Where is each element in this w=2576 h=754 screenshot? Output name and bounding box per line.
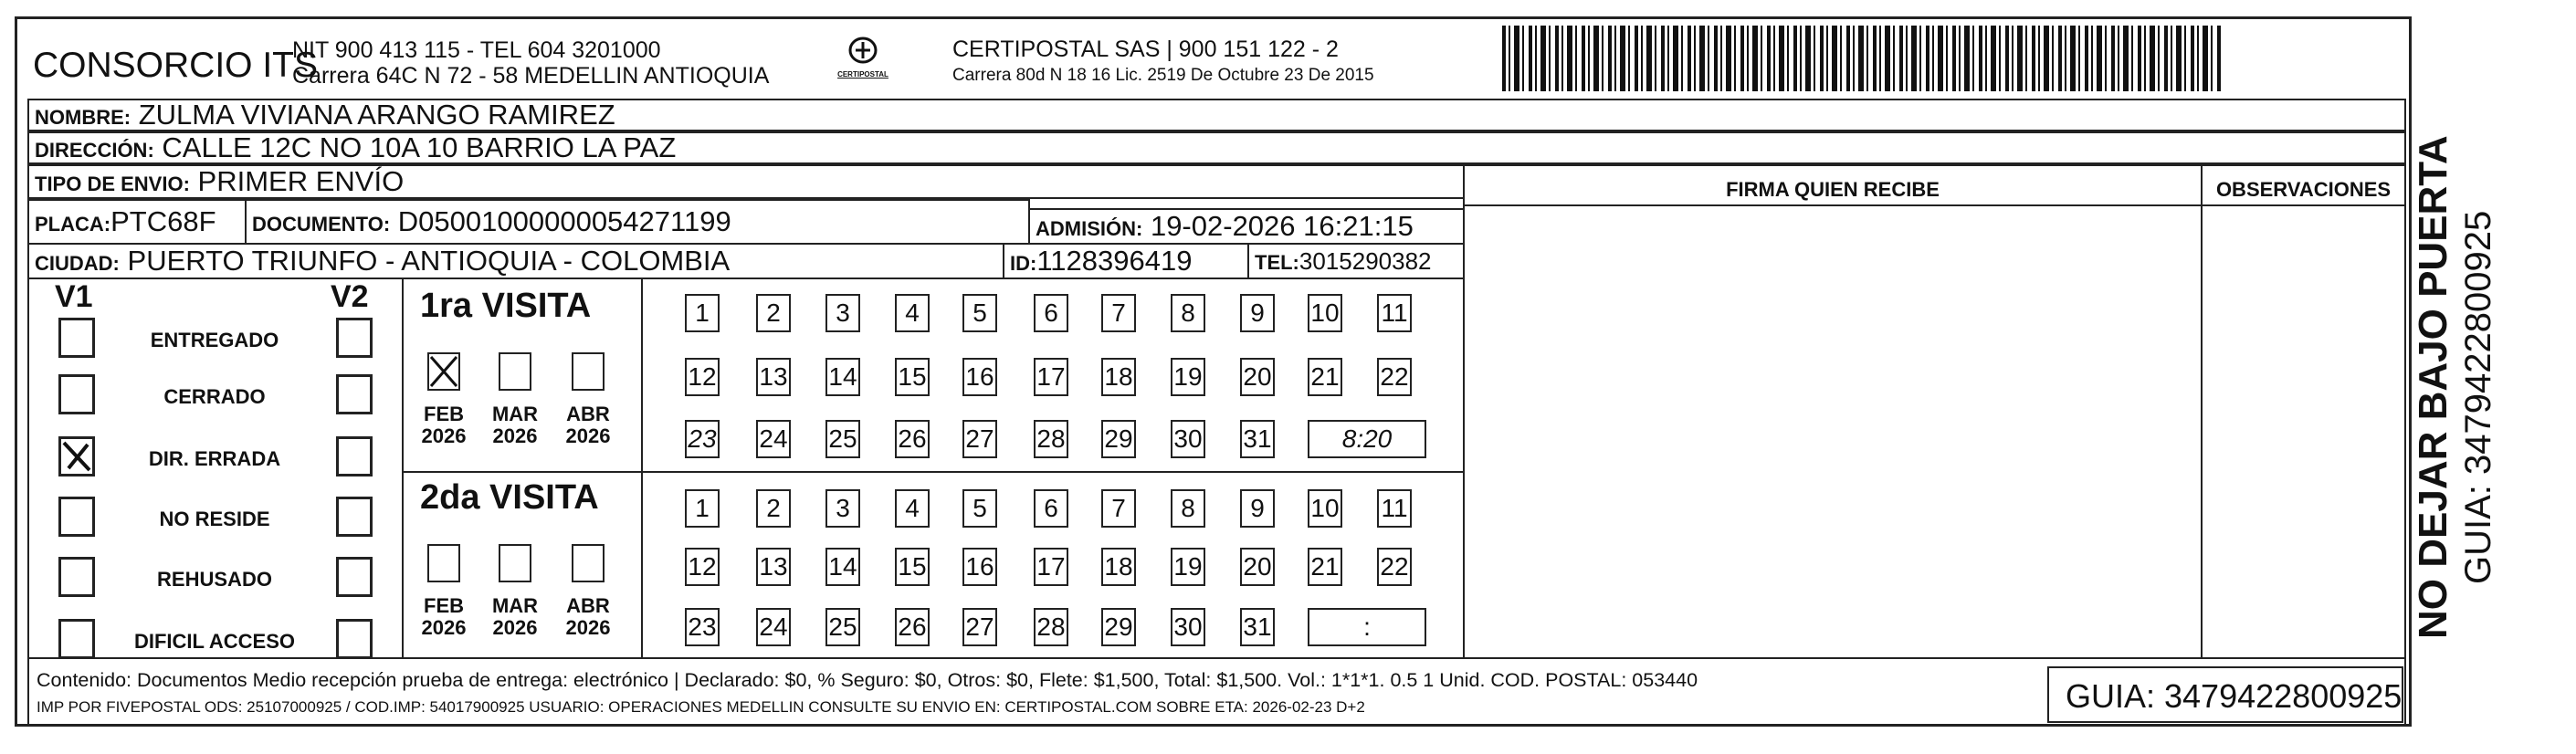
day-box[interactable]: 31 xyxy=(1240,420,1275,458)
day-box[interactable]: 24 xyxy=(756,608,791,646)
month-label: MAR 2026 xyxy=(491,403,539,447)
day-box[interactable]: 5 xyxy=(962,294,997,332)
day-box[interactable]: 27 xyxy=(962,420,997,458)
status-option-label: CERRADO xyxy=(163,385,266,408)
month-label: FEB 2026 xyxy=(421,403,467,447)
day-box[interactable]: 13 xyxy=(756,548,791,586)
side-guia: GUIA: 3479422800925 xyxy=(2458,210,2498,584)
day-box[interactable]: 13 xyxy=(756,358,791,396)
day-box[interactable]: 12 xyxy=(685,358,720,396)
v1-checkbox[interactable] xyxy=(58,497,95,537)
plate-cell: PLACA:PTC68F xyxy=(27,199,247,245)
v2-checkbox[interactable] xyxy=(336,619,373,659)
day-box[interactable]: 20 xyxy=(1240,548,1275,586)
day-box[interactable]: 6 xyxy=(1034,489,1068,528)
footer-contents: Contenido: Documentos Medio recepción prueba de entrega: electrónico | Declarado: $0, % Seguro: $0, Otros: $0, Flete: $1,500, Total: $1,500. Vol.: 1*1*1. 0.5 1 Unid. COD. POSTAL: 053440 xyxy=(37,669,1698,691)
tel-value: 3015290382 xyxy=(1299,247,1432,275)
day-box[interactable]: 21 xyxy=(1308,358,1342,396)
admission-value: 19-02-2026 16:21:15 xyxy=(1150,210,1414,242)
day-box[interactable]: 16 xyxy=(962,548,997,586)
visit-1-title: 1ra VISITA xyxy=(420,287,592,325)
day-box[interactable]: 25 xyxy=(825,608,860,646)
city-value: PUERTO TRIUNFO - ANTIOQUIA - COLOMBIA xyxy=(127,245,731,277)
day-box[interactable]: 26 xyxy=(895,420,930,458)
id-value: 1128396419 xyxy=(1036,245,1193,277)
day-box[interactable]: 29 xyxy=(1101,420,1136,458)
observations-column xyxy=(2201,164,2406,659)
day-box[interactable]: 1 xyxy=(685,489,720,528)
v2-label: V2 xyxy=(331,279,369,314)
day-box[interactable]: 20 xyxy=(1240,358,1275,396)
day-box[interactable]: 3 xyxy=(825,294,860,332)
day-box[interactable]: 22 xyxy=(1377,358,1412,396)
document-value: D05001000000054271199 xyxy=(397,205,731,237)
day-box[interactable]: 1 xyxy=(685,294,720,332)
v2-checkbox[interactable] xyxy=(336,318,373,358)
status-option-label: ENTREGADO xyxy=(150,329,279,351)
day-box[interactable]: 29 xyxy=(1101,608,1136,646)
status-option-label: DIR. ERRADA xyxy=(148,447,281,470)
tel-cell: TEL:3015290382 xyxy=(1247,243,1465,279)
day-box[interactable]: 14 xyxy=(825,548,860,586)
month-label: ABR 2026 xyxy=(565,594,611,639)
day-box[interactable]: 7 xyxy=(1101,489,1136,528)
v2-checkbox[interactable] xyxy=(336,557,373,597)
barcode xyxy=(1502,26,2224,91)
day-box[interactable]: 27 xyxy=(962,608,997,646)
day-box[interactable]: 14 xyxy=(825,358,860,396)
day-box[interactable]: 4 xyxy=(895,294,930,332)
month-label: FEB 2026 xyxy=(421,594,467,639)
day-box[interactable]: 24 xyxy=(756,420,791,458)
document-cell: DOCUMENTO: D05001000000054271199 xyxy=(245,199,1030,245)
day-box[interactable]: 9 xyxy=(1240,294,1275,332)
shipment-type: PRIMER ENVÍO xyxy=(197,165,405,197)
id-cell: ID:1128396419 xyxy=(1003,243,1249,279)
day-box[interactable]: 15 xyxy=(895,358,930,396)
side-warning: NO DEJAR BAJO PUERTA xyxy=(2411,135,2455,639)
signature-header: FIRMA QUIEN RECIBE xyxy=(1726,178,1940,201)
company-address: Carrera 64C N 72 - 58 MEDELLIN ANTIOQUIA xyxy=(292,63,770,89)
observations-header: OBSERVACIONES xyxy=(2215,178,2392,201)
day-box[interactable]: 16 xyxy=(962,358,997,396)
month-checkbox[interactable] xyxy=(499,544,531,582)
day-box[interactable]: 19 xyxy=(1171,548,1205,586)
v1-checkbox[interactable] xyxy=(58,619,95,659)
status-option-label: REHUSADO xyxy=(157,568,272,591)
month-checkbox[interactable] xyxy=(427,544,460,582)
day-box[interactable]: 12 xyxy=(685,548,720,586)
day-box[interactable]: 4 xyxy=(895,489,930,528)
day-box[interactable]: 8 xyxy=(1171,294,1205,332)
day-box[interactable]: 18 xyxy=(1101,548,1136,586)
status-option-label: NO RESIDE xyxy=(159,508,270,530)
month-checkbox[interactable] xyxy=(572,352,605,391)
day-box[interactable]: 23 xyxy=(685,608,720,646)
month-label: ABR 2026 xyxy=(565,403,611,447)
footer-guia: GUIA: 3479422800925 xyxy=(2066,677,2403,715)
day-box[interactable]: 3 xyxy=(825,489,860,528)
day-box[interactable]: 25 xyxy=(825,420,860,458)
logo-text: CERTIPOSTAL xyxy=(837,70,888,79)
month-label: MAR 2026 xyxy=(491,594,539,639)
day-box[interactable]: 6 xyxy=(1034,294,1068,332)
day-box[interactable]: 2 xyxy=(756,294,791,332)
v2-checkbox[interactable] xyxy=(336,374,373,414)
day-box[interactable]: 19 xyxy=(1171,358,1205,396)
status-option-label: DIFICIL ACCESO xyxy=(133,630,295,653)
plate-value: PTC68F xyxy=(110,205,216,237)
recipient-address: CALLE 12C NO 10A 10 BARRIO LA PAZ xyxy=(162,131,677,163)
carrier-license: Carrera 80d N 18 16 Lic. 2519 De Octubre 23 De 2015 xyxy=(952,66,1374,85)
v1-checkbox[interactable] xyxy=(58,557,95,597)
city-cell: CIUDAD: PUERTO TRIUNFO - ANTIOQUIA - COLOMBIA xyxy=(27,243,1004,279)
day-box[interactable]: 5 xyxy=(962,489,997,528)
visit-2-title: 2da VISITA xyxy=(420,478,599,517)
visit-time[interactable]: : xyxy=(1308,608,1426,646)
day-box[interactable]: 10 xyxy=(1308,489,1342,528)
v1-label: V1 xyxy=(55,279,93,314)
day-box[interactable]: 7 xyxy=(1101,294,1136,332)
certipostal-logo xyxy=(836,35,890,89)
day-box[interactable]: 9 xyxy=(1240,489,1275,528)
day-box[interactable]: 30 xyxy=(1171,420,1205,458)
month-checkbox[interactable] xyxy=(572,544,605,582)
day-box[interactable]: 17 xyxy=(1034,358,1068,396)
month-checkbox[interactable] xyxy=(499,352,531,391)
day-box[interactable]: 23 xyxy=(685,420,720,458)
v2-checkbox[interactable] xyxy=(336,497,373,537)
day-box[interactable]: 31 xyxy=(1240,608,1275,646)
day-box[interactable]: 28 xyxy=(1034,608,1068,646)
day-box[interactable]: 2 xyxy=(756,489,791,528)
visit-time[interactable]: 8:20 xyxy=(1308,420,1426,458)
day-box[interactable]: 8 xyxy=(1171,489,1205,528)
name-row: NOMBRE: ZULMA VIVIANA ARANGO RAMIREZ xyxy=(27,99,2406,131)
day-box[interactable]: 11 xyxy=(1377,489,1412,528)
company-nit: NIT 900 413 115 - TEL 604 3201000 xyxy=(292,37,661,63)
address-row: DIRECCIÓN: CALLE 12C NO 10A 10 BARRIO LA PAZ xyxy=(27,131,2406,164)
day-box[interactable]: 15 xyxy=(895,548,930,586)
recipient-name: ZULMA VIVIANA ARANGO RAMIREZ xyxy=(138,99,615,131)
day-box[interactable]: 10 xyxy=(1308,294,1342,332)
day-box[interactable]: 21 xyxy=(1308,548,1342,586)
v1-checkbox[interactable] xyxy=(58,374,95,414)
v2-checkbox[interactable] xyxy=(336,436,373,476)
day-box[interactable]: 18 xyxy=(1101,358,1136,396)
day-box[interactable]: 28 xyxy=(1034,420,1068,458)
v1-checkbox[interactable] xyxy=(58,436,95,476)
v1-checkbox[interactable] xyxy=(58,318,95,358)
day-box[interactable]: 26 xyxy=(895,608,930,646)
type-row: TIPO DE ENVIO: PRIMER ENVÍO xyxy=(27,164,1465,199)
day-box[interactable]: 17 xyxy=(1034,548,1068,586)
day-box[interactable]: 30 xyxy=(1171,608,1205,646)
carrier-info: CERTIPOSTAL SAS | 900 151 122 - 2 xyxy=(952,37,1339,62)
footer-imp: IMP POR FIVEPOSTAL ODS: 25107000925 / COD.IMP: 54017900925 USUARIO: OPERACIONES MEDELLIN CONSULTE SU ENVIO EN: CERTIPOSTAL.COM SOBRE ETA: 2026-02-23 D+2 xyxy=(37,698,1365,716)
signature-column xyxy=(1463,164,2203,659)
company-name: CONSORCIO ITS xyxy=(33,46,319,85)
month-checkbox[interactable] xyxy=(427,352,460,391)
day-box[interactable]: 22 xyxy=(1377,548,1412,586)
admission-cell: ADMISIÓN: 19-02-2026 16:21:15 xyxy=(1028,208,1465,245)
day-box[interactable]: 11 xyxy=(1377,294,1412,332)
